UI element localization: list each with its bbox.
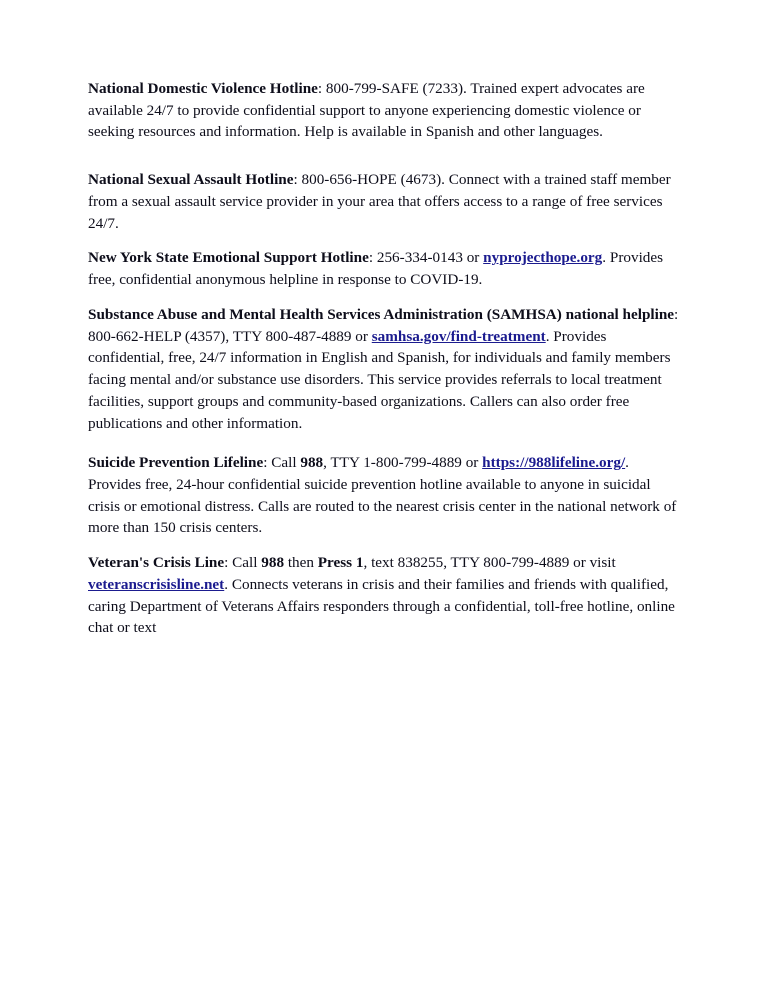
paragraph-text: : Call [224,554,262,572]
paragraph-lead: Veteran's Crisis Line [88,554,225,572]
paragraph-spacer [88,234,680,247]
paragraph-veterans-crisis-line [88,552,680,639]
paragraph-lead: Substance Abuse and Mental Health Services Administration (SAMHSA) national helpline [88,305,675,323]
paragraph-text: , text 838255, TTY 800-799-4889 or visit [363,554,616,572]
link-veteranscrisisline[interactable]: veteranscrisisline.net [88,575,225,593]
document-body [88,78,680,639]
paragraph-spacer [88,434,680,452]
paragraph-spacer [88,291,680,304]
paragraph-lead: Suicide Prevention Lifeline [88,454,264,472]
paragraph-text: : 800-656-HOPE (4673). Connect with a trained staff member from a sexual assault service provider in your area that offers access to a range of free services 24/7. [88,171,671,232]
paragraph-national-domestic-violence-hotline [88,78,680,143]
paragraph-text: . Provides free, confidential anonymous helpline in response to COVID-19. [88,249,664,289]
paragraph-lead: New York State Emotional Support Hotline [88,249,369,267]
paragraph-spacer [88,143,680,169]
paragraph-lead: National Sexual Assault Hotline [88,171,294,189]
paragraph-national-sexual-assault-hotline [88,169,680,234]
paragraph-new-york-state-emotional-support-hotline [88,247,680,290]
paragraph-spacer [88,539,680,552]
paragraph-suicide-prevention-lifeline [88,452,680,539]
phone-number-988: 988 [300,454,324,472]
link-988lifeline[interactable]: https://988lifeline.org/ [482,454,626,472]
paragraph-text: : Call [263,454,301,472]
press-1-instruction: Press 1 [317,554,364,572]
paragraph-text: then [284,554,318,572]
phone-number-988: 988 [261,554,285,572]
link-samhsa-find-treatment[interactable]: samhsa.gov/find-treatment [371,327,546,345]
paragraph-text: , TTY 1-800-799-4889 or [323,454,483,472]
paragraph-samhsa-national-helpline [88,304,680,434]
paragraph-text: . Provides free, 24-hour confidential suicide prevention hotline available to anyone in suicidal crisis or emotional distress. Calls are routed to the nearest crisis center in the national network of more than 150 crisis centers. [88,454,677,537]
paragraph-text: : 256-334-0143 or [368,249,484,267]
paragraph-text: : 800-662-HELP (4357), TTY 800-487-4889 or [88,305,679,345]
paragraph-lead: National Domestic Violence Hotline [88,80,318,97]
paragraph-text: . Connects veterans in crisis and their families and friends with qualified, caring Department of Veterans Affairs responders through a confidential, toll-free hotline, online chat or text [88,575,675,637]
paragraph-text: : 800-799-SAFE (7233). Trained expert advocates are available 24/7 to provide confidential support to anyone experiencing domestic violence or seeking resources and information. Help is available in Spanish and other languages. [88,80,645,141]
link-nyprojecthope[interactable]: nyprojecthope.org [483,249,603,267]
paragraph-text: . Provides confidential, free, 24/7 information in English and Spanish, for individuals and family members facing mental and/or substance use disorders. This service provides referrals to local treatment facilities, support groups and community-based organizations. Callers can also order free publications and other information. [88,327,671,432]
